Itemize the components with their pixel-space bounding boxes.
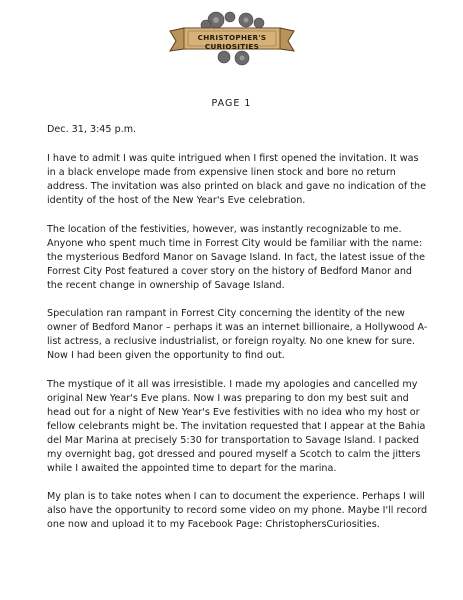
paragraph: The mystique of it all was irresistible. I made my apologies and cancelled my original New Year's Eve plans. Now I was preparing to don my best suit and head out for a night of New Year's Eve festivities with no idea who my host or fellow celebrants might be. The invitation requested that I appear at the Bahia del Mar Marina at precisely 5:30 for transportation to Savage Island. I packed my overnight bag, got dressed and poured myself a Scotch to calm the jitters while I awaited the appointed time to depart for the marina. xyxy=(47,378,426,474)
page-number: PAGE 1 xyxy=(211,98,252,109)
paragraph: My plan is to take notes when I can to document the experience. Perhaps I will also have the opportunity to record some video on my phone. Maybe I'll record one now and upload it to my Facebook Page: ChristophersCuriosities. xyxy=(47,491,428,530)
logo-line-1: CHRISTOPHER'S xyxy=(197,33,267,42)
paragraph: I have to admit I was quite intrigued when I first opened the invitation. It was in a black envelope made from expensive linen stock and bore no return address. The invitation was also printed on black and gave no indication of the identity of the host of the New Year's Eve celebration. xyxy=(47,153,426,206)
logo-line-2: CURIOSITIES xyxy=(204,42,260,51)
christophers-curiosities-logo xyxy=(166,11,298,67)
dateline: Dec. 31, 3:45 p.m. xyxy=(47,124,137,135)
paragraph: Speculation ran rampant in Forrest City concerning the identity of the new owner of Bedford Manor – perhaps it was an internet billionaire, a Hollywood A-list actress, a reclusive industrialist, or foreign royalty. No one knew for sure. Now I had been given the opportunity to find out. xyxy=(47,308,428,361)
journal-body xyxy=(47,123,428,547)
paragraph: The location of the festivities, however, was instantly recognizable to me. Anyone who spent much time in Forrest City would be familiar with the name: the mysterious Bedford Manor on Savage Island. In fact, the latest issue of the Forrest City Post featured a cover story on the history of Bedford Manor and the recent change in ownership of Savage Island. xyxy=(47,223,426,291)
